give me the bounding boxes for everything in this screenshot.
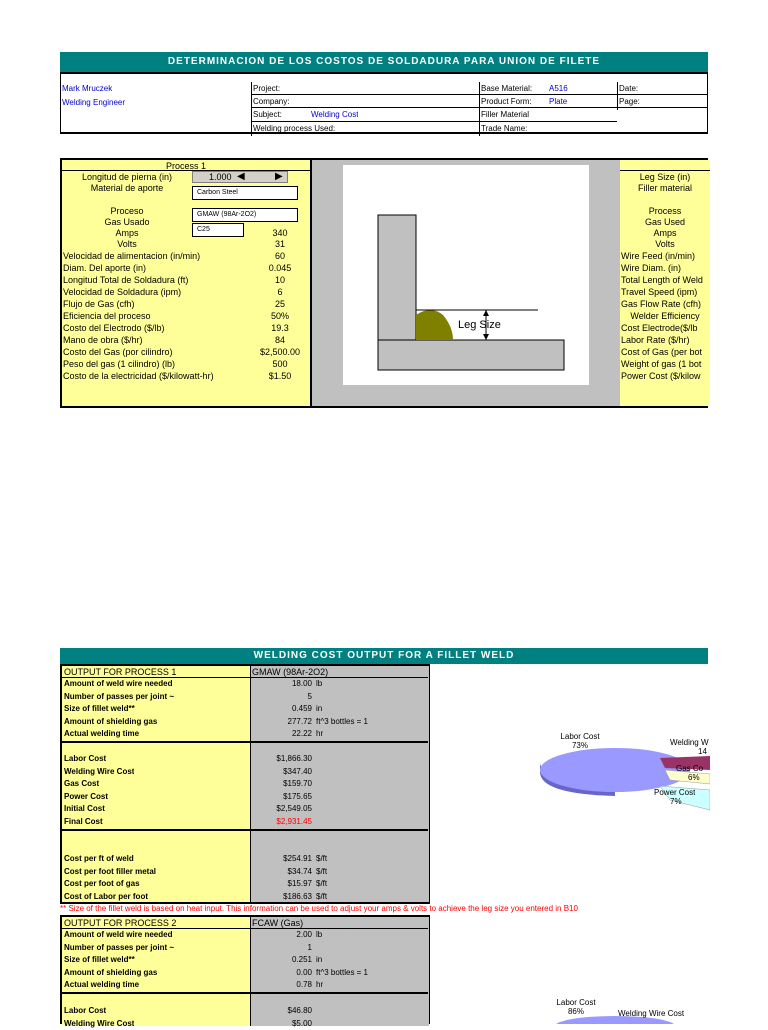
p2-row-value-3: 0.00	[296, 967, 312, 977]
p1-perft-label-2: Cost per foot of gas	[64, 879, 140, 888]
p2-row-label-4: Actual welding time	[64, 980, 140, 989]
company-label: Company:	[253, 97, 290, 106]
fillet-weld-diagram	[343, 165, 589, 385]
arrow-down-icon	[483, 334, 489, 340]
input-value-0[interactable]: 340	[272, 228, 288, 238]
input-right-label-7: Wire Diam. (in)	[621, 263, 681, 273]
pie-1-gas-pct: 6%	[688, 773, 700, 782]
p1-row-label-0: Amount of weld wire needed	[64, 679, 173, 688]
p2-cost-label-1: Welding Wire Cost	[64, 1018, 135, 1028]
pie-1-gas-label: Gas Co	[676, 764, 704, 773]
input-value-11[interactable]: 500	[272, 359, 288, 369]
output-1-header: OUTPUT FOR PROCESS 1	[64, 667, 177, 677]
p2-row-value-1: 1	[307, 942, 312, 952]
p1-perft-unit-0: $/ft	[316, 854, 328, 863]
base-material-value[interactable]: A516	[549, 84, 568, 93]
input-value-4[interactable]: 10	[274, 275, 285, 285]
output-panel-1	[60, 664, 430, 904]
subject-label: Subject:	[253, 110, 282, 119]
p1-cost-label-4: Initial Cost	[64, 804, 105, 813]
p1-cost-label-3: Power Cost	[64, 791, 109, 801]
input-right-label-3: Gas Used	[644, 217, 686, 227]
cost-pie-chart-1	[520, 730, 710, 830]
input-value-10[interactable]: $2,500.00	[259, 347, 301, 357]
input-label-8: Longitud Total de Soldadura (ft)	[63, 275, 189, 285]
input-right-label-10: Gas Flow Rate (cfh)	[621, 299, 702, 309]
input-right-label-13: Labor Rate ($/hr)	[621, 335, 690, 345]
p1-perft-label-3: Cost of Labor per foot	[64, 891, 148, 901]
input-right-label-8: Total Length of Weld	[621, 275, 703, 285]
p2-cost-value-0: $46.80	[287, 1006, 312, 1015]
author-name: Mark Mruczek	[62, 84, 113, 93]
spinner-left-icon[interactable]: ◀	[237, 171, 245, 182]
input-label-2: Proceso	[110, 206, 144, 216]
p1-perft-value-0: $254.91	[283, 854, 312, 863]
p1-row-value-3: 277.72	[287, 716, 312, 726]
p1-cost-label-2: Gas Cost	[64, 779, 100, 788]
p1-perft-value-2: $15.97	[287, 879, 312, 888]
date-label: Date:	[619, 84, 639, 93]
project-label: Project:	[253, 84, 281, 93]
input-label-5: Volts	[117, 239, 137, 249]
input-right-label-9: Travel Speed (ipm)	[621, 287, 698, 297]
input-value-3[interactable]: 0.045	[268, 263, 292, 273]
p1-row-value-2: 0.459	[291, 704, 312, 713]
p1-row-label-1: Number of passes per joint ~	[64, 691, 175, 701]
p1-cost-value-2: $159.70	[283, 779, 312, 788]
base-material-label: Base Material:	[481, 84, 533, 93]
input-label-10: Flujo de Gas (cfh)	[63, 299, 135, 309]
spinner-right-icon[interactable]: ▶	[275, 171, 283, 182]
p1-row-value-0: 18.00	[291, 679, 312, 688]
input-right-label-16: Power Cost ($/kilow	[621, 371, 701, 381]
filler-material-label: Filler Material	[481, 110, 530, 119]
p1-perft-label-0: Cost per ft of weld	[64, 854, 134, 863]
p2-row-value-2: 0.251	[291, 955, 312, 964]
output-2-process: FCAW (Gas)	[252, 918, 304, 928]
p2-row-unit-3: ft^3 bottles = 1	[316, 967, 369, 977]
p1-cost-label-5: Final Cost	[64, 816, 103, 826]
p1-perft-unit-2: $/ft	[316, 879, 328, 888]
process-used-label: Welding process Used:	[253, 124, 336, 133]
horizontal-plate	[378, 340, 564, 370]
output-panel-2	[60, 915, 430, 1028]
input-label-0: Longitud de pierna (in)	[81, 172, 173, 182]
pie-1-wire-label: Welding W	[670, 738, 709, 747]
input-label-13: Mano de obra ($/hr)	[63, 335, 143, 345]
input-label-16: Costo de la electricidad ($/kilowatt-hr)	[63, 371, 214, 381]
input-value-9[interactable]: 84	[274, 335, 285, 345]
p1-row-unit-3: ft^3 bottles = 1	[316, 716, 369, 726]
p1-perft-unit-1: $/ft	[316, 866, 328, 876]
input-label-1: Material de aporte	[90, 183, 164, 193]
input-right-label-0: Leg Size (in)	[639, 172, 691, 182]
input-value-12[interactable]: $1.50	[268, 371, 292, 381]
p1-row-value-1: 5	[307, 691, 312, 701]
pie-1-wire-pct: 14	[698, 747, 707, 756]
weld-joint-svg	[343, 165, 589, 385]
pie-2-labor-pct: 86%	[567, 1007, 584, 1016]
output-title: WELDING COST OUTPUT FOR A FILLET WELD	[60, 648, 708, 664]
input-right-label-14: Cost of Gas (per bot	[621, 347, 703, 357]
p1-cost-value-1: $347.40	[283, 766, 312, 776]
p1-row-unit-4: hr	[316, 729, 324, 738]
input-right-label-5: Volts	[655, 239, 675, 249]
pie-2-labor-label: Labor Cost	[556, 998, 596, 1007]
p2-row-value-0: 2.00	[296, 930, 312, 939]
process-header: Process 1	[165, 161, 207, 171]
process-select[interactable]: GMAW (98Ar-2O2)	[192, 208, 298, 222]
leg-size-label: Leg Size	[458, 319, 501, 331]
p2-cost-value-1: $5.00	[291, 1018, 312, 1028]
product-form-label: Product Form:	[481, 97, 532, 106]
input-value-8[interactable]: 19.3	[271, 323, 289, 333]
input-label-14: Costo del Gas (por cilindro)	[63, 347, 173, 357]
subject-value[interactable]: Welding Cost	[311, 110, 359, 119]
input-label-6: Velocidad de alimentacion (in/min)	[63, 251, 201, 261]
input-right-label-1: Filler material	[637, 183, 692, 193]
input-label-7: Diam. Del aporte (in)	[63, 263, 147, 273]
output-1-process: GMAW (98Ar-2O2)	[252, 667, 329, 677]
p1-cost-label-0: Labor Cost	[64, 754, 107, 763]
pie-1-power-pct: 7%	[670, 797, 682, 806]
heat-input-note: ** Size of the fillet weld is based on heat input. This information can be used to adjust your amps & volts to achieve the leg size you entered in B10	[60, 904, 578, 913]
input-label-9: Velocidad de Soldadura (ipm)	[63, 287, 182, 297]
leg-size-spinner[interactable]	[192, 171, 288, 183]
header-table	[60, 72, 708, 134]
p1-perft-unit-3: $/ft	[316, 891, 328, 901]
p1-row-label-4: Actual welding time	[64, 729, 140, 738]
input-right-label-6: Wire Feed (in/min)	[621, 251, 696, 261]
input-right-label-11: Welder Efficiency	[630, 311, 700, 321]
p1-cost-value-5: $2,931.45	[276, 816, 312, 826]
report-title: DETERMINACION DE LOS COSTOS DE SOLDADURA PARA UNION DE FILETE	[60, 52, 708, 72]
p1-cost-value-3: $175.65	[283, 791, 312, 801]
input-label-3: Gas Usado	[104, 217, 150, 227]
product-form-value[interactable]: Plate	[549, 97, 568, 106]
filler-material-select[interactable]: Carbon Steel	[192, 186, 298, 200]
p1-perft-value-3: $186.63	[283, 891, 312, 901]
input-value-2[interactable]: 60	[274, 251, 285, 261]
p1-perft-label-1: Cost per foot filler metal	[64, 866, 157, 876]
weld-bead	[416, 310, 453, 340]
output-2-header: OUTPUT FOR PROCESS 2	[64, 918, 177, 928]
input-right-label-2: Process	[648, 206, 682, 216]
p2-row-label-3: Amount of shielding gas	[64, 967, 158, 977]
p2-row-label-2: Size of fillet weld**	[64, 955, 135, 964]
input-right-label-4: Amps	[653, 228, 677, 238]
arrow-up-icon	[483, 310, 489, 316]
input-value-1[interactable]: 31	[274, 239, 285, 249]
p2-row-unit-2: in	[316, 955, 323, 964]
p2-row-unit-0: lb	[316, 930, 323, 939]
p2-row-unit-4: hr	[316, 980, 324, 989]
input-panel	[60, 158, 708, 408]
input-label-12: Costo del Electrodo ($/lb)	[63, 323, 165, 333]
p1-row-value-4: 22.22	[291, 729, 312, 738]
input-right-label-12: Cost Electrode($/lb	[621, 323, 698, 333]
trade-name-label: Trade Name:	[481, 124, 528, 133]
pie-2-wire-label: Welding Wire Cost	[618, 1009, 685, 1018]
input-label-11: Eficiencia del proceso	[63, 311, 151, 321]
p1-cost-label-1: Welding Wire Cost	[64, 766, 135, 776]
p2-row-label-0: Amount of weld wire needed	[64, 930, 173, 939]
input-label-15: Peso del gas (1 cilindro) (lb)	[63, 359, 176, 369]
p1-row-label-3: Amount of shielding gas	[64, 716, 158, 726]
p2-cost-label-0: Labor Cost	[64, 1006, 107, 1015]
input-value-6[interactable]: 25	[274, 299, 285, 309]
input-label-4: Amps	[115, 228, 139, 238]
input-value-7[interactable]: 50%	[270, 311, 289, 321]
pie-1-power-label: Power Cost	[654, 788, 696, 797]
input-right-label-15: Weight of gas (1 bot	[621, 359, 702, 369]
p2-row-label-1: Number of passes per joint ~	[64, 942, 175, 952]
p1-cost-value-0: $1,866.30	[276, 754, 312, 763]
input-value-5[interactable]: 6	[277, 287, 283, 297]
p1-row-unit-2: in	[316, 704, 323, 713]
pie-1-labor-label: Labor Cost	[560, 732, 600, 741]
p1-row-label-2: Size of fillet weld**	[64, 704, 135, 713]
gas-select[interactable]: C25	[192, 223, 244, 237]
p1-cost-value-4: $2,549.05	[276, 804, 312, 813]
p1-row-unit-0: lb	[316, 679, 323, 688]
author-title: Welding Engineer	[62, 98, 126, 107]
page-label: Page:	[619, 97, 640, 106]
pie-1-labor-pct: 73%	[571, 741, 588, 750]
cost-pie-chart-2	[520, 996, 710, 1024]
leg-size-value: 1.000	[209, 172, 232, 182]
p2-row-value-4: 0.78	[296, 980, 312, 989]
p1-perft-value-1: $34.74	[287, 866, 312, 876]
